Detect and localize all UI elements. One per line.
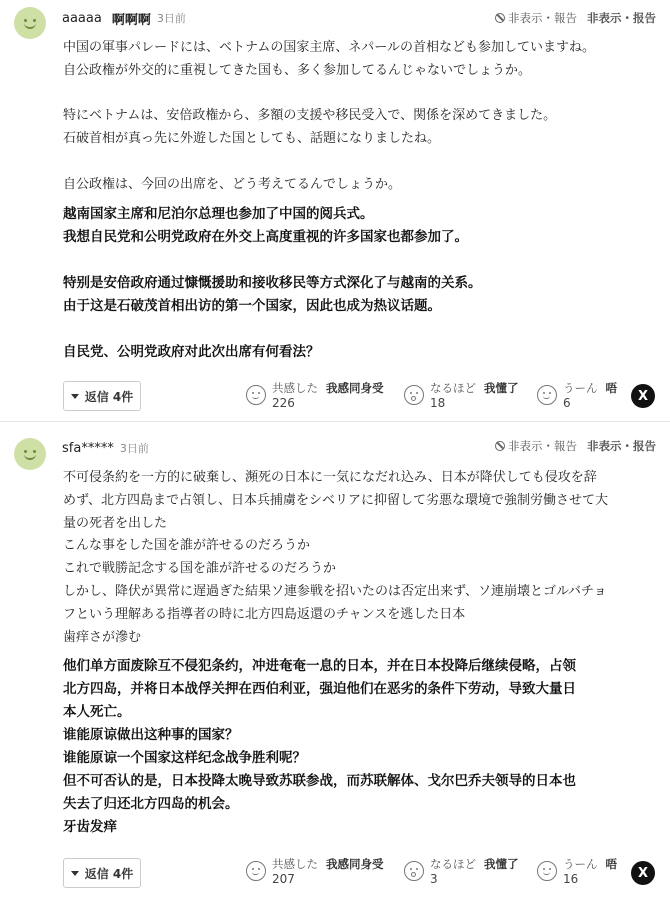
reaction-label-jp: 共感した xyxy=(272,857,318,871)
hide-report-label: 非表示・報告 xyxy=(508,439,577,453)
reaction-hmm-button[interactable] xyxy=(537,856,621,886)
comment-line xyxy=(63,83,658,106)
username[interactable]: sfa***** xyxy=(62,440,114,456)
reaction-label-cn: 唔 xyxy=(605,857,617,871)
comment-line: これで戦勝記念する国を誰が許せるのだろうか xyxy=(63,561,337,577)
reply-label: 返信 4件 xyxy=(84,389,134,404)
reply-button[interactable] xyxy=(63,858,141,888)
reaction-count: 3 xyxy=(430,872,438,886)
reaction-count: 226 xyxy=(272,396,295,410)
comment-header xyxy=(62,8,186,28)
comment-line: フという理解ある指導者の時に北方四島返還のチャンスを逃した日本 xyxy=(63,606,466,622)
reaction-label xyxy=(272,856,384,872)
reaction-count: 18 xyxy=(430,396,446,410)
reaction-label xyxy=(430,856,519,872)
reaction-count: 207 xyxy=(272,872,295,886)
caret-down-icon xyxy=(71,394,79,399)
reaction-hmm-button[interactable] xyxy=(537,380,621,410)
reaction-label xyxy=(430,380,519,396)
reaction-count: 6 xyxy=(563,396,571,410)
reply-button[interactable] xyxy=(63,381,141,411)
comment-line: 中国の軍事パレードには、ベトナムの国家主席、ネパールの首相なども参加していますね。 xyxy=(63,40,595,55)
hide-report-button[interactable] xyxy=(495,8,656,28)
reaction-label-jp: うーん xyxy=(563,381,598,395)
comment-line: 石破首相が真っ先に外遊した国としても、話題になりましたね。 xyxy=(63,131,441,147)
surprised-icon xyxy=(404,861,424,881)
thinking-icon xyxy=(537,385,557,405)
comment-line: めず、北方四島まで占領し、日本兵捕虜をシベリアに抑留して劣悪な環境で強制労働させて大 xyxy=(63,492,608,508)
x-logo-icon: X xyxy=(637,388,649,404)
ban-icon xyxy=(495,441,505,451)
translation-line: 我想自民党和公明党政府在外交上高度重视的许多国家也都参加了。 xyxy=(63,229,468,245)
translation-line: 特别是安倍政府通过慷慨援助和接收移民等方式深化了与越南的关系。 xyxy=(63,275,482,291)
reaction-label-jp: うーん xyxy=(563,857,598,871)
reaction-insight-button[interactable] xyxy=(404,856,528,886)
reaction-label-cn: 我感同身受 xyxy=(326,381,384,395)
surprised-icon xyxy=(404,385,424,405)
reaction-count: 16 xyxy=(563,872,579,886)
comment-line: 自公政権が外交的に重視してきた国も、多く参加してるんじゃないでしょうか。 xyxy=(63,62,532,78)
share-x-button[interactable] xyxy=(631,384,655,408)
timestamp: 3日前 xyxy=(156,12,186,25)
translation-line: 谁能原谅一个国家这样纪念战争胜利呢？ xyxy=(63,750,306,766)
smile-icon xyxy=(246,861,266,881)
caret-down-icon xyxy=(71,871,79,876)
comment-body-japanese xyxy=(63,467,658,649)
comment-body-translation xyxy=(63,655,658,839)
comment-line: こんな事をした国を誰が許せるのだろうか xyxy=(63,538,311,554)
translation-line: 由于这是石破茂首相出访的第一个国家，因此也成为热议话题。 xyxy=(63,298,441,314)
share-x-button[interactable] xyxy=(631,861,655,885)
smile-icon xyxy=(246,385,266,405)
comment-line: 量の死者を出した xyxy=(63,515,168,531)
avatar[interactable] xyxy=(14,7,46,39)
hide-report-label: 非表示・報告 xyxy=(508,11,577,25)
hide-report-translation: 非表示・报告 xyxy=(587,439,656,453)
translation-line: 他们单方面废除互不侵犯条约，冲进奄奄一息的日本，并在日本投降后继续侵略，占领 xyxy=(63,658,576,674)
username-translation: 啊啊啊 xyxy=(111,12,151,28)
comment-header xyxy=(62,438,149,458)
translation-line: 但不可否认的是，日本投降太晚导致苏联参战，而苏联解体、戈尔巴乔夫领导的日本也 xyxy=(63,773,576,789)
translation-line: 谁能原谅做出这种事的国家？ xyxy=(63,727,239,743)
reaction-label-cn: 我懂了 xyxy=(484,857,519,871)
reaction-empathy-button[interactable] xyxy=(246,856,396,886)
comment-body-translation xyxy=(63,203,658,364)
translation-line xyxy=(63,318,658,341)
thinking-icon xyxy=(537,861,557,881)
hide-report-button[interactable] xyxy=(495,436,656,456)
translation-line: 自民党、公明党政府对此次出席有何看法？ xyxy=(63,344,320,360)
translation-line xyxy=(63,249,658,272)
reply-label: 返信 4件 xyxy=(84,866,134,881)
comment-item xyxy=(0,422,670,897)
reaction-label-cn: 我懂了 xyxy=(484,381,519,395)
avatar[interactable] xyxy=(14,438,46,470)
reaction-label-jp: なるほど xyxy=(430,857,476,871)
comment-line: 自公政権は、今回の出席を、どう考えてるんでしょうか。 xyxy=(63,176,402,192)
comment-line: 不可侵条約を一方的に破棄し、瀕死の日本に一気になだれ込み、日本が降伏しても侵攻を辞 xyxy=(63,470,597,485)
ban-icon xyxy=(495,13,505,23)
reaction-label-jp: なるほど xyxy=(430,381,476,395)
translation-line: 本人死亡。 xyxy=(63,704,131,720)
comment-line xyxy=(63,151,658,174)
reaction-label-cn: 我感同身受 xyxy=(326,857,384,871)
comment-body-japanese xyxy=(63,37,658,197)
comment-line: 歯痒さが滲む xyxy=(63,629,142,645)
reaction-label-cn: 唔 xyxy=(605,381,617,395)
x-logo-icon: X xyxy=(637,865,649,881)
reaction-label xyxy=(563,380,617,396)
username[interactable]: aaaaa xyxy=(62,10,102,26)
hide-report-translation: 非表示・报告 xyxy=(587,11,656,25)
translation-line: 北方四岛，并将日本战俘关押在西伯利亚，强迫他们在恶劣的条件下劳动，导致大量日 xyxy=(63,681,576,697)
translation-line: 失去了归还北方四岛的机会。 xyxy=(63,796,239,812)
comment-item xyxy=(0,0,670,422)
translation-line: 越南国家主席和尼泊尔总理也参加了中国的阅兵式。 xyxy=(63,206,374,222)
comment-line: 特にベトナムは、安倍政権から、多額の支援や移民受入で、関係を深めてきました。 xyxy=(63,108,557,124)
reaction-label xyxy=(272,380,384,396)
translation-line: 牙齿发痒 xyxy=(63,819,117,835)
comment-line: しかし、降伏が異常に遅過ぎた結果ソ連参戦を招いたのは否定出来ず、ソ連崩壊とゴルバチョ xyxy=(63,583,607,599)
reaction-empathy-button[interactable] xyxy=(246,380,396,410)
reaction-insight-button[interactable] xyxy=(404,380,528,410)
reaction-label-jp: 共感した xyxy=(272,381,318,395)
timestamp: 3日前 xyxy=(119,442,149,455)
reaction-label xyxy=(563,856,617,872)
